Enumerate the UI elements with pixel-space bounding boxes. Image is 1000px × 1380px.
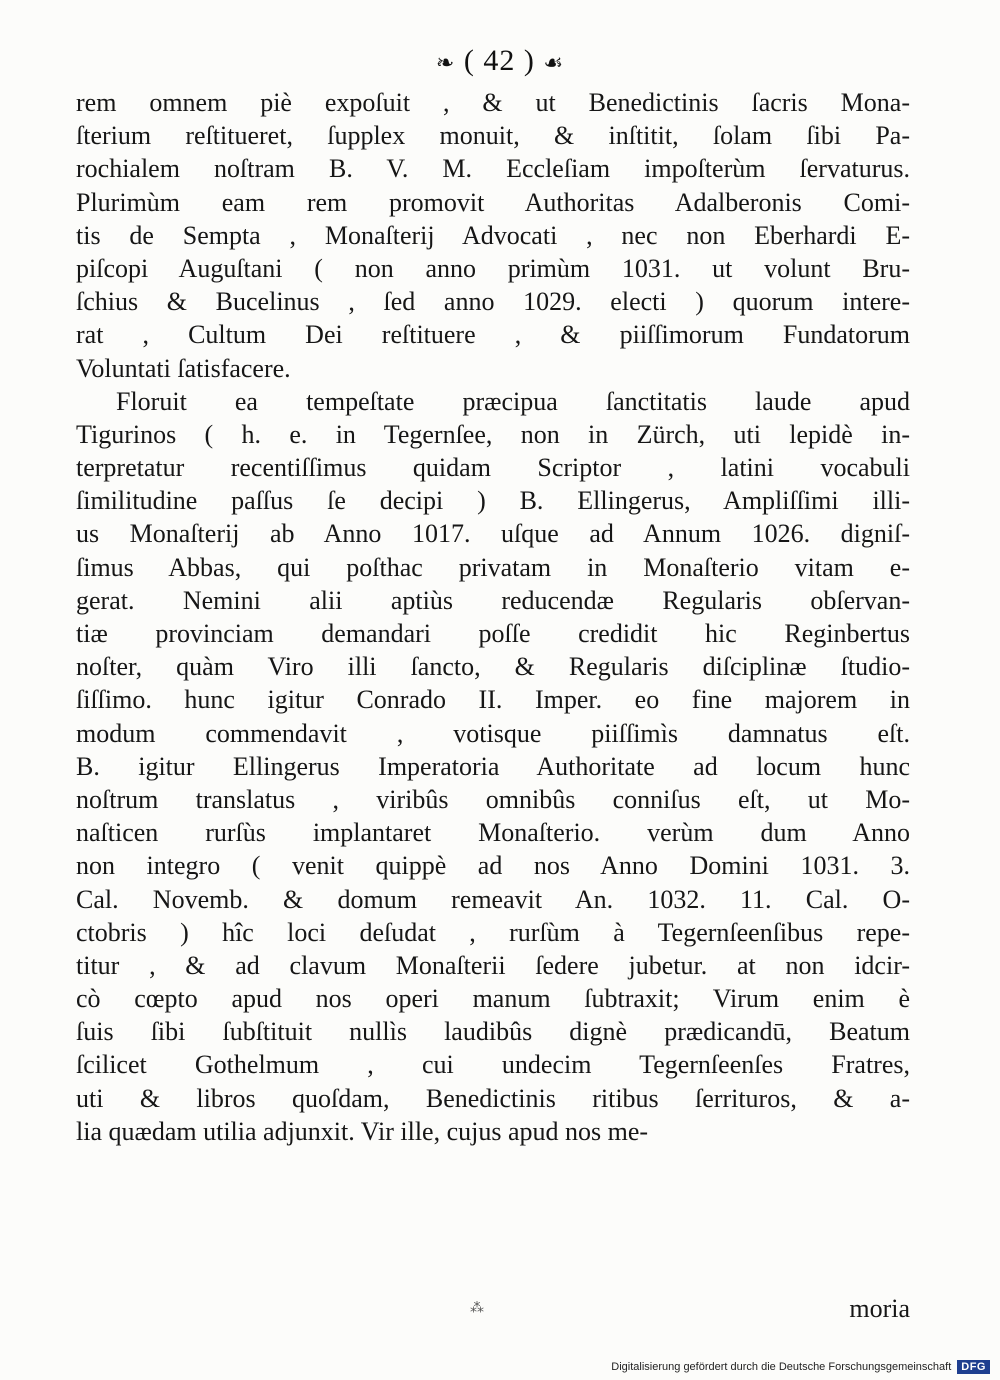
text-line: modum commendavit , votisque piiſſimìs damnatus eſt. — [76, 718, 910, 748]
text-line: piſcopi Auguſtani ( non anno primùm 1031. ut volunt Bru- — [76, 253, 910, 283]
text-line: ſcilicet Gothelmum , cui undecim Tegernſeenſes Fratres, — [76, 1050, 910, 1080]
text-line: gerat. Nemini alii aptiùs reducendæ Regularis obſervan- — [76, 585, 910, 615]
digitization-footer — [611, 1360, 990, 1374]
text-line: ſterium reſtitueret, ſupplex monuit, & inſtitit, ſolam ſibi Pa- — [76, 121, 910, 151]
catchword: moria — [849, 1294, 910, 1323]
text-line: uti & libros quoſdam, Benedictinis ritibus ſerrituros, & a- — [76, 1083, 910, 1113]
text-line: rat , Cultum Dei reſtituere , & piiſſimorum Fundatorum — [76, 320, 910, 350]
ornament-left-icon: ❧ — [435, 50, 456, 76]
dfg-logo-icon: DFG — [957, 1360, 990, 1374]
text-line: noſter, quàm Viro illi ſancto, & Regularis diſciplinæ ſtudio- — [76, 652, 910, 682]
text-line: rochialem noſtram B. V. M. Eccleſiam impoſterùm ſervaturus. — [76, 154, 910, 184]
text-line: Tigurinos ( h. e. in Tegernſee, non in Zürch, uti lepidè in- — [76, 419, 910, 449]
page-number: ( 42 ) — [463, 44, 535, 77]
text-line: tis de Sempta , Monaſterij Advocati , nec non Eberhardi E- — [76, 220, 910, 250]
signature-mark: ⁂ — [470, 1301, 484, 1316]
ornament-right-icon: ☙ — [543, 50, 565, 76]
text-line: ſchius & Bucelinus , ſed anno 1029. electi ) quorum intere- — [76, 287, 910, 317]
text-line: rem omnem piè expoſuit , & ut Benedictinis ſacris Mona- — [76, 88, 910, 117]
body-text — [76, 86, 910, 1148]
text-line: lia quædam utilia adjunxit. Vir ille, cujus apud nos me- — [76, 1116, 649, 1146]
text-line: Cal. Novemb. & domum remeavit An. 1032. 11. Cal. O- — [76, 884, 910, 914]
text-line: Voluntati ſatisfacere. — [76, 353, 291, 383]
text-line: ctobris ) hîc loci deſudat , rurſùm à Tegernſeenſibus repe- — [76, 917, 910, 947]
text-line: titur , & ad clavum Monaſterii ſedere jubetur. at non idcir- — [76, 950, 910, 980]
text-line: terpretatur recentiſſimus quidam Scriptor , latini vocabuli — [76, 453, 910, 483]
text-line: non integro ( venit quippè ad nos Anno Domini 1031. 3. — [76, 851, 910, 881]
text-line: tiæ provinciam demandari poſſe credidit hic Reginbertus — [76, 619, 910, 648]
funding-text: Digitalisierung gefördert durch die Deutsche Forschungsgemeinschaft — [611, 1361, 952, 1373]
text-line: Plurimùm eam rem promovit Authoritas Adalberonis Comi- — [76, 187, 910, 217]
text-line: ſuis ſibi ſubſtituit nullìs laudibûs dignè prædicandū, Beatum — [76, 1017, 910, 1047]
text-line: Floruit ea tempeſtate præcipua ſanctitatis laude apud — [116, 386, 910, 416]
page-header — [0, 44, 1000, 78]
text-line: ſimus Abbas, qui poſthac privatam in Monaſterio vitam e- — [76, 552, 910, 582]
text-line: B. igitur Ellingerus Imperatoria Authoritate ad locum hunc — [76, 751, 910, 781]
text-line: naſticen rurſùs implantaret Monaſterio. verùm dum Anno — [76, 818, 910, 848]
text-line: noſtrum translatus , viribûs omnibûs conniſus eſt, ut Mo- — [76, 784, 910, 814]
text-line: ſimilitudine paſſus ſe decipi ) B. Ellingerus, Ampliſſimi illi- — [76, 486, 910, 516]
text-line: ſiſſimo. hunc igitur Conrado II. Imper. eo fine majorem in — [76, 685, 910, 715]
text-line: us Monaſterij ab Anno 1017. uſque ad Annum 1026. digniſ- — [76, 519, 910, 549]
text-line: cò cœpto apud nos operi manum ſubtraxit; Virum enim è — [76, 984, 910, 1014]
